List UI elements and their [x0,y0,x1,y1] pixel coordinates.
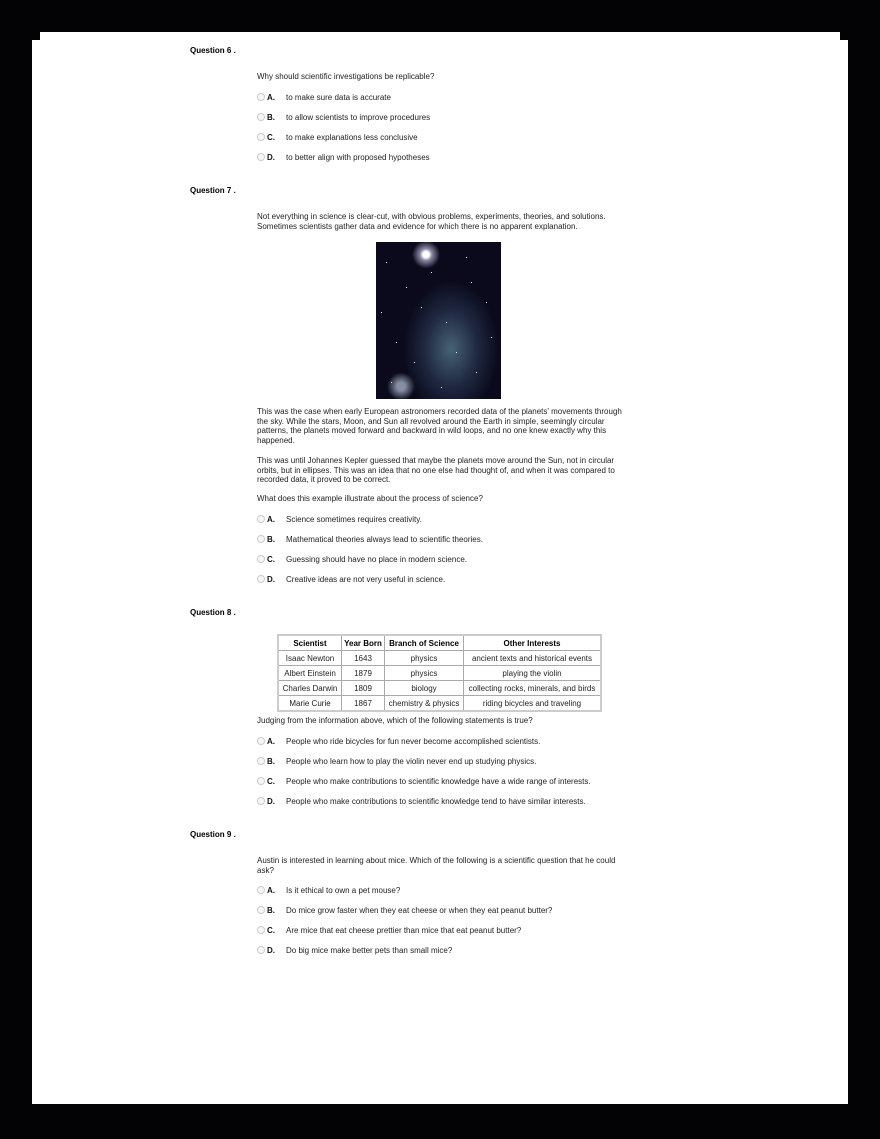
option-text: Do big mice make better pets than small mice? [286,945,453,955]
option-text: to make explanations less conclusive [286,132,418,142]
option-letter: A. [267,736,275,746]
question-9-option-d[interactable] [257,945,452,955]
question-8-option-c[interactable] [257,776,591,786]
option-letter: B. [267,112,275,122]
option-letter: D. [267,945,275,955]
question-9-title: Question 9 . [190,830,236,839]
cell: Marie Curie [278,696,342,712]
option-letter: B. [267,534,275,544]
question-6-option-c[interactable] [257,132,418,142]
question-6-prompt: Why should scientific investigations be replicable? [257,72,435,81]
radio-button[interactable] [257,886,265,894]
option-text: Science sometimes requires creativity. [286,514,422,524]
cell: playing the violin [464,666,602,681]
radio-button[interactable] [257,906,265,914]
question-6-option-a[interactable] [257,92,391,102]
radio-button[interactable] [257,575,265,583]
option-text: to make sure data is accurate [286,92,391,102]
cell: 1867 [342,696,385,712]
question-8-title: Question 8 . [190,608,236,617]
cell: Isaac Newton [278,651,342,666]
radio-button[interactable] [257,113,265,121]
option-letter: C. [267,925,275,935]
header-year-born: Year Born [342,635,385,651]
table-row [278,681,601,696]
radio-button[interactable] [257,153,265,161]
question-7-intro: Not everything in science is clear-cut, with obvious problems, experiments, theories, and solutions. Sometimes scientists gather data and evidence for which there is no apparent explanation. [257,212,606,231]
option-text: Guessing should have no place in modern science. [286,554,467,564]
radio-button[interactable] [257,946,265,954]
scientists-table [277,634,602,712]
cell: chemistry & physics [385,696,464,712]
table-row [278,666,601,681]
question-7-paragraph-1: This was the case when early European astronomers recorded data of the planets' movements through the sky. While the stars, Moon, and Sun all revolved around the Earth in simple, seemingly circular patterns, the planets moved forward and backward in wild loops, and no one knew exactly why this happened. [257,407,622,445]
header-other-interests: Other Interests [464,635,602,651]
question-9-option-a[interactable] [257,885,400,895]
question-7-title: Question 7 . [190,186,236,195]
question-9-prompt: Austin is interested in learning about mice. Which of the following is a scientific question that he could ask? [257,856,616,875]
radio-button[interactable] [257,555,265,563]
radio-button[interactable] [257,93,265,101]
option-text: Do mice grow faster when they eat cheese or when they eat peanut butter? [286,905,553,915]
question-9-option-b[interactable] [257,905,552,915]
option-letter: C. [267,554,275,564]
question-7-option-a[interactable] [257,514,422,524]
option-letter: D. [267,152,275,162]
table-row [278,651,601,666]
table-header-row [278,635,601,651]
table-row [278,696,601,712]
cell: collecting rocks, minerals, and birds [464,681,602,696]
question-8-option-d[interactable] [257,796,586,806]
radio-button[interactable] [257,133,265,141]
option-text: People who learn how to play the violin never end up studying physics. [286,756,537,766]
option-text: People who ride bicycles for fun never become accomplished scientists. [286,736,541,746]
question-7-prompt: What does this example illustrate about the process of science? [257,494,483,503]
cell: physics [385,651,464,666]
option-letter: A. [267,514,275,524]
radio-button[interactable] [257,797,265,805]
cell: Albert Einstein [278,666,342,681]
cell: 1643 [342,651,385,666]
cell: 1879 [342,666,385,681]
cell: Charles Darwin [278,681,342,696]
radio-button[interactable] [257,515,265,523]
question-7-option-d[interactable] [257,574,445,584]
option-letter: A. [267,885,275,895]
option-text: Is it ethical to own a pet mouse? [286,885,401,895]
option-letter: C. [267,132,275,142]
cell: riding bicycles and traveling [464,696,602,712]
question-7-option-b[interactable] [257,534,483,544]
header-branch: Branch of Science [385,635,464,651]
question-8-option-a[interactable] [257,736,540,746]
cell: ancient texts and historical events [464,651,602,666]
option-letter: B. [267,905,275,915]
option-text: Creative ideas are not very useful in science. [286,574,446,584]
option-text: Mathematical theories always lead to scientific theories. [286,534,483,544]
question-7-paragraph-2: This was until Johannes Kepler guessed that maybe the planets move around the Sun, not in circular orbits, but in ellipses. This was an idea that no one else had thought of, and when it was compared to recorded data, it proved to be correct. [257,456,615,485]
option-letter: A. [267,92,275,102]
header-scientist: Scientist [278,635,342,651]
option-letter: D. [267,796,275,806]
question-8-prompt: Judging from the information above, which of the following statements is true? [257,716,533,725]
question-6-option-b[interactable] [257,112,430,122]
page-edge [40,32,840,40]
option-letter: B. [267,756,275,766]
option-text: to allow scientists to improve procedures [286,112,431,122]
option-text: to better align with proposed hypotheses [286,152,430,162]
question-7-option-c[interactable] [257,554,467,564]
radio-button[interactable] [257,737,265,745]
option-letter: D. [267,574,275,584]
cell: biology [385,681,464,696]
cell: 1809 [342,681,385,696]
option-text: Are mice that eat cheese prettier than mice that eat peanut butter? [286,925,522,935]
radio-button[interactable] [257,926,265,934]
option-text: People who make contributions to scientific knowledge tend to have similar interests. [286,796,586,806]
radio-button[interactable] [257,535,265,543]
night-sky-image [376,242,501,399]
radio-button[interactable] [257,777,265,785]
option-text: People who make contributions to scientific knowledge have a wide range of interests. [286,776,591,786]
question-8-option-b[interactable] [257,756,536,766]
question-6-option-d[interactable] [257,152,430,162]
cell: physics [385,666,464,681]
question-6-title: Question 6 . [190,46,236,55]
question-9-option-c[interactable] [257,925,521,935]
option-letter: C. [267,776,275,786]
radio-button[interactable] [257,757,265,765]
